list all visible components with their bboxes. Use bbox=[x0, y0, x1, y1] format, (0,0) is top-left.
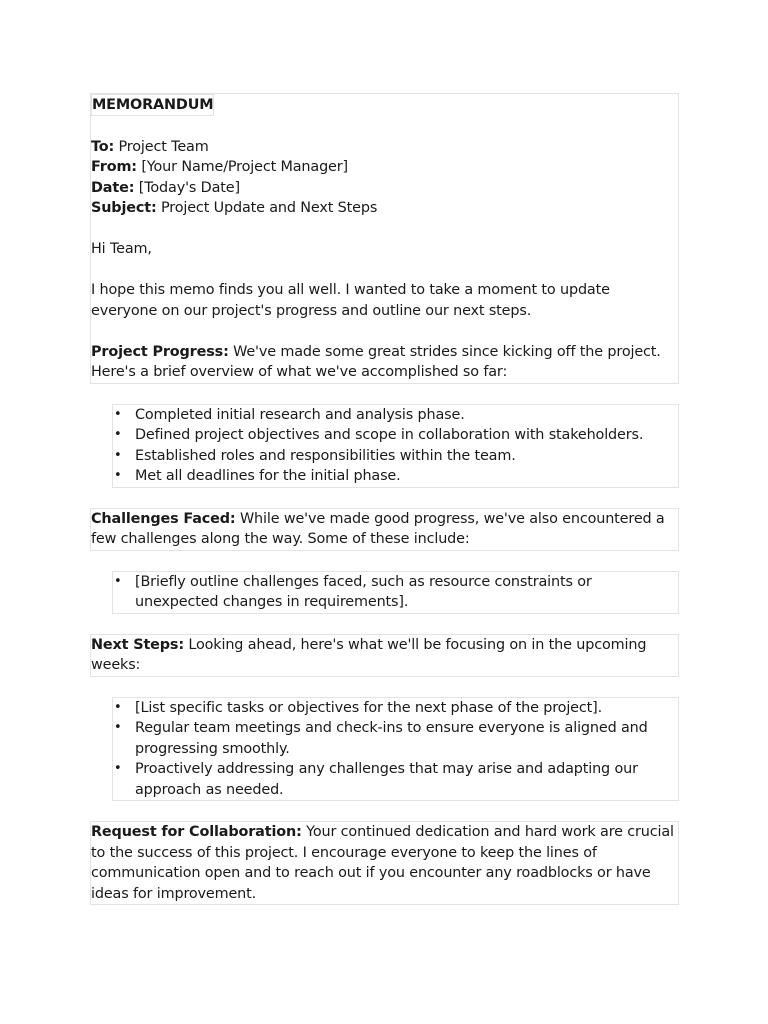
subject-label: Subject: bbox=[91, 200, 157, 216]
greeting: Hi Team, bbox=[91, 241, 152, 257]
subject-value: Project Update and Next Steps bbox=[156, 200, 378, 216]
collaboration-paragraph bbox=[91, 822, 678, 904]
collaboration-label: Request for Collaboration: bbox=[91, 824, 302, 840]
next-steps-list-block bbox=[112, 697, 679, 802]
list-item: • Proactively addressing any challenges that may arise and adapting our approach as needed. bbox=[113, 759, 676, 800]
progress-paragraph bbox=[91, 342, 676, 383]
intro-paragraph: I hope this memo finds you all well. I wanted to take a moment to update everyone on our project's progress and outline our next steps. bbox=[91, 282, 610, 319]
to-label: To: bbox=[91, 138, 115, 155]
challenges-block bbox=[90, 508, 679, 551]
subject-line bbox=[91, 198, 676, 219]
list-item: • [Briefly outline challenges faced, such as resource constraints or unexpected changes in requirements]. bbox=[113, 572, 676, 613]
next-steps-label: Next Steps: bbox=[91, 636, 184, 653]
collaboration-text: Your continued dedication and hard work are crucial to the success of this project. I encourage everyone to keep the lines of communication open and to reach out if you encounter any roadblocks or have ideas for improvement. bbox=[91, 824, 674, 902]
to-value: Project Team bbox=[114, 138, 209, 155]
progress-list bbox=[113, 405, 676, 487]
challenges-text: While we've made good progress, we've also encountered a few challenges along the way. Some of these include: bbox=[91, 510, 665, 547]
from-line bbox=[91, 157, 676, 178]
from-label: From: bbox=[91, 159, 137, 175]
memo-document bbox=[90, 93, 679, 905]
date-label: Date: bbox=[91, 179, 135, 196]
date-line bbox=[91, 178, 676, 199]
challenges-paragraph bbox=[91, 509, 678, 550]
memo-header-block bbox=[90, 93, 679, 384]
challenges-label: Challenges Faced: bbox=[91, 510, 236, 527]
next-steps-list bbox=[113, 698, 676, 801]
memo-title: MEMORANDUM bbox=[91, 94, 214, 116]
list-item: • Met all deadlines for the initial phase. bbox=[113, 466, 676, 487]
list-item: • Regular team meetings and check-ins to ensure everyone is aligned and progressing smoothly. bbox=[113, 718, 676, 759]
next-steps-text: Looking ahead, here's what we'll be focusing on in the upcoming weeks: bbox=[91, 636, 647, 673]
challenges-list-block bbox=[112, 571, 679, 614]
to-line bbox=[91, 137, 676, 158]
from-value: [Your Name/Project Manager] bbox=[136, 159, 348, 175]
date-value: [Today's Date] bbox=[134, 179, 240, 196]
progress-text: We've made some great strides since kicking off the project. Here's a brief overview of what we've accomplished so far: bbox=[91, 343, 661, 380]
challenges-list bbox=[113, 572, 676, 613]
progress-list-block bbox=[112, 404, 679, 488]
progress-label: Project Progress: bbox=[91, 343, 229, 360]
list-item: • [List specific tasks or objectives for the next phase of the project]. bbox=[113, 698, 676, 719]
next-steps-block bbox=[90, 634, 679, 677]
next-steps-paragraph bbox=[91, 635, 678, 676]
list-item: • Defined project objectives and scope in collaboration with stakeholders. bbox=[113, 425, 676, 446]
list-item: • Established roles and responsibilities within the team. bbox=[113, 446, 676, 467]
collaboration-block bbox=[90, 821, 679, 905]
list-item: • Completed initial research and analysis phase. bbox=[113, 405, 676, 426]
